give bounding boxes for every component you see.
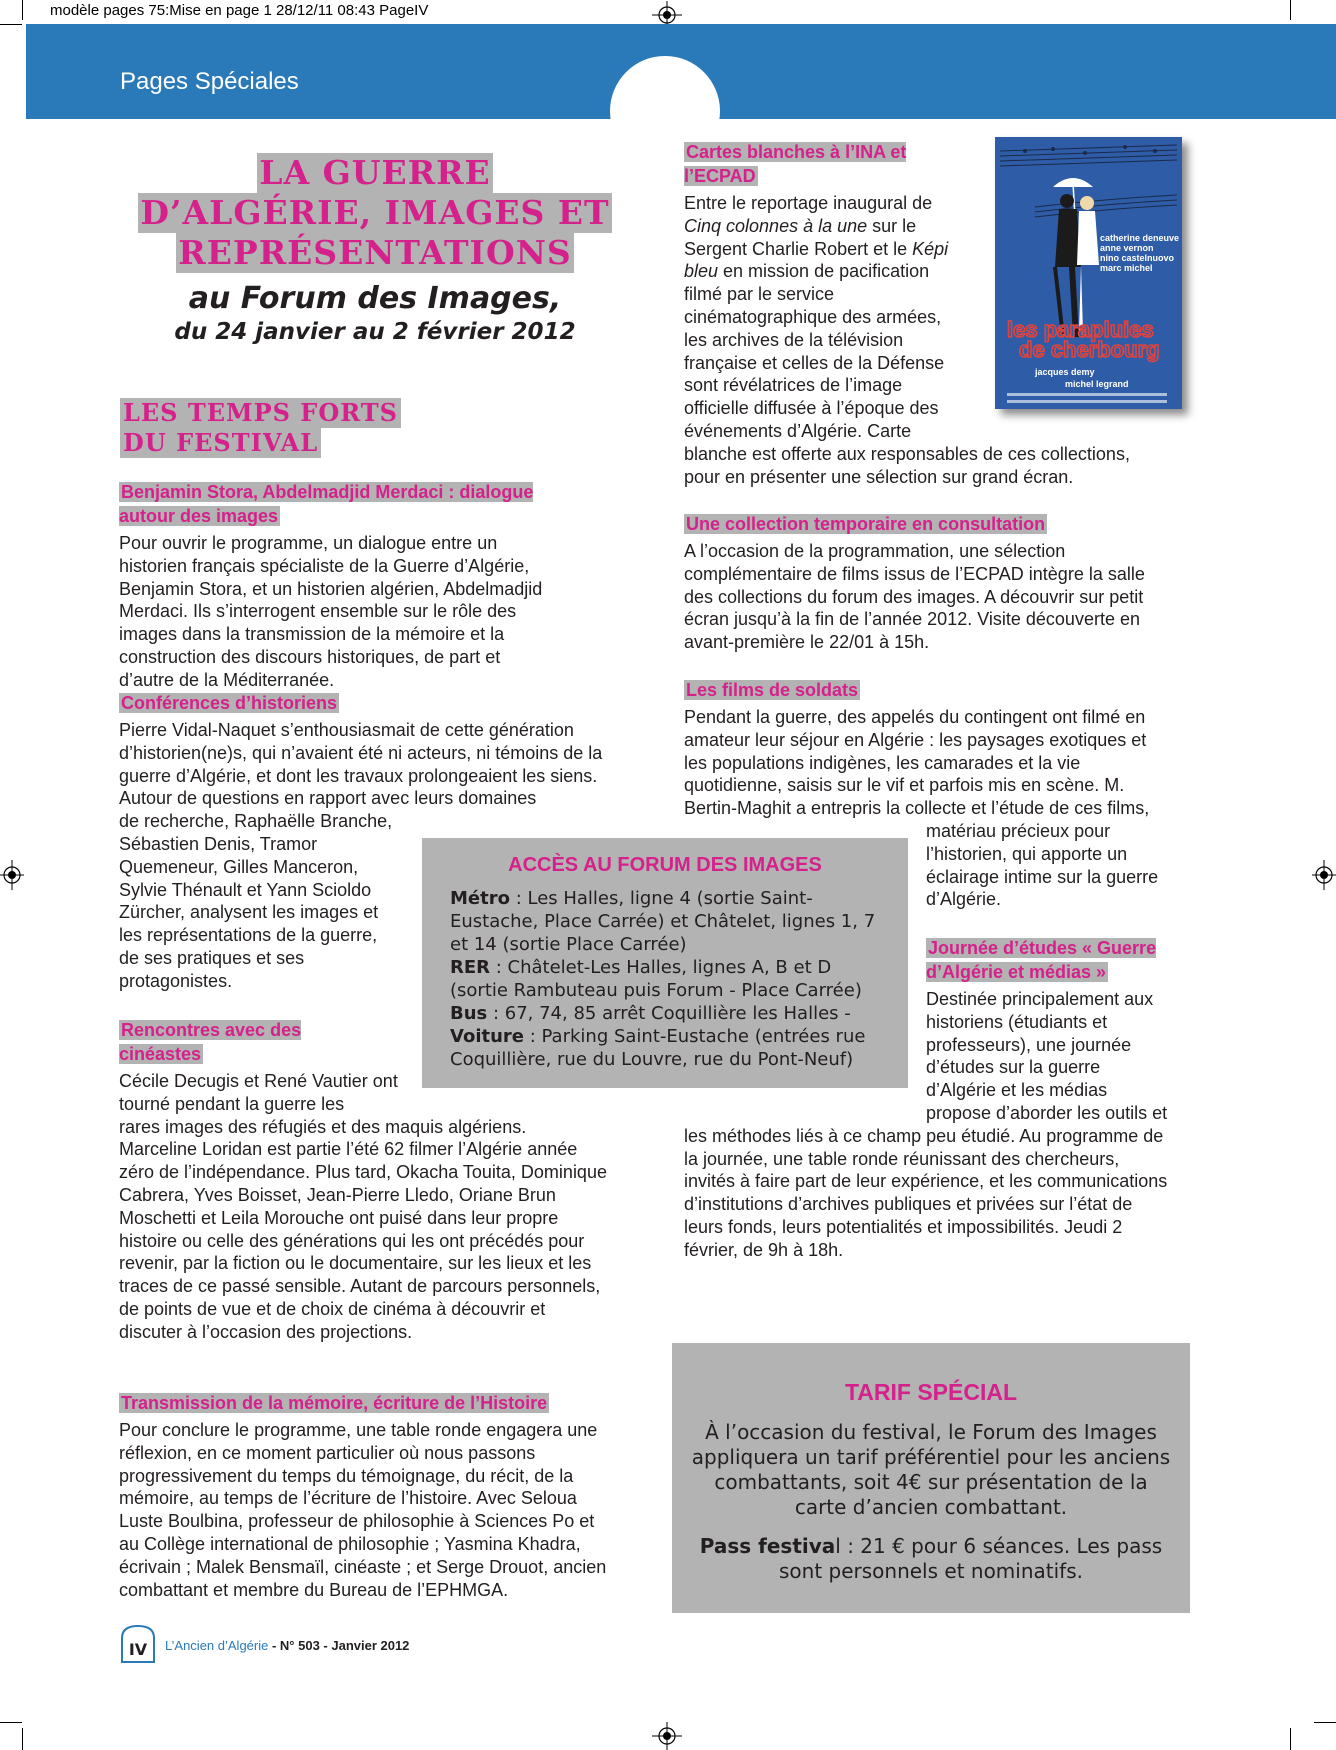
crop-mark bbox=[22, 0, 23, 20]
page-number: IV bbox=[128, 1640, 148, 1659]
section-body: Destinée principalement aux historiens (étudiants et professeurs), une journée d’études sur la guerre d’Algérie et les médias propose d’aborder les outils et bbox=[926, 989, 1168, 1123]
section-title: Conférences d’historiens bbox=[121, 693, 338, 713]
highlights-heading-line: DU FESTIVAL bbox=[120, 428, 321, 458]
access-car: Voiture : Parking Saint-Eustache (entrées rue Coquillière, rue du Louvre, rue du Pont-Neuf) bbox=[450, 1026, 866, 1070]
section-body-continued: les méthodes liés à ce champ peu étudié. Au programme de la journée, une table ronde réunissant des chercheurs, invités à faire part de leur expérience, et les communications d’institutions d’archives publiques et privées sur l’état de leurs fonds, leurs potentialités et impossibilités. Jeudi 2 février, de 9h à 18h. bbox=[684, 1125, 1168, 1260]
section-body: Cécile Decugis et René Vautier ont tourné pendant la guerre les bbox=[119, 1071, 398, 1114]
slug-line: modèle pages 75:Mise en page 1 28/12/11 08:43 PageIV bbox=[50, 2, 429, 19]
section-body-continued: blanche est offerte aux responsables de ces collections, pour en présenter une sélection sur grand écran. bbox=[684, 443, 1130, 487]
access-info-box bbox=[422, 838, 908, 1088]
section-body: Pendant la guerre, des appelés du contingent ont filmé en amateur leur séjour en Algérie : les paysages exotiques et les populations indigènes, les camarades et la vie quotidienne, saisis sur le vif et parfois mis en scène. M. Bertin-Maghit a entrepris la collecte et l’étude de ces films, bbox=[684, 707, 1150, 819]
access-box-title: ACCÈS AU FORUM DES IMAGES bbox=[508, 854, 822, 876]
section-collection bbox=[684, 513, 1174, 654]
magazine-name: L’Ancien d’Algérie bbox=[165, 1638, 269, 1653]
access-bus: Bus : 67, 74, 85 arrêt Coquillière les Halles - bbox=[450, 1003, 851, 1024]
section-body-continued: rares images des réfugiés et des maquis algériens. Marceline Loridan est partie l’été 62 filmer l’Algérie année zéro de l’indépendance. Plus tard, Okacha Touita, Dominique Cabrera, Yves Boisset, Jean-Pierre Lledo, Oriane Brun Moschetti et Leila Morouche ont puisé dans leur propre histoire ou celle des générations qui les ont précédés pour revenir, par la fiction ou le documentaire, sur les lieux et les traces de ce passé sensible. Autant de parcours personnels, de points de vue et de choix de cinéma à découvrir et discuter à l’occasion des projections. bbox=[119, 1116, 607, 1342]
section-stora bbox=[119, 481, 549, 692]
section-transmission bbox=[119, 1392, 619, 1601]
issue-info: - N° 503 - Janvier 2012 bbox=[268, 1638, 410, 1653]
section-body-continued: matériau précieux pour l’historien, qui apporte un éclairage intime sur la guerre d’Algérie. bbox=[926, 820, 1159, 910]
footer-credit bbox=[165, 1638, 409, 1653]
article-title-line: D’ALGÉRIE, IMAGES ET bbox=[140, 193, 610, 232]
poster-cast: anne vernon bbox=[1100, 243, 1154, 253]
section-title: Journée d’études « Guerre d’Algérie et médias » bbox=[926, 938, 1157, 982]
section-body: A l’occasion de la programmation, une sélection complémentaire de films issus de l’ECPAD intègre la salle des collections du forum des images. A découvrir sur petit écran jusqu’à la fin de l’année 2012. Visite découverte en avant-première le 22/01 à 15h. bbox=[684, 541, 1145, 653]
poster-cast: catherine deneuve bbox=[1100, 233, 1180, 243]
section-body: Pierre Vidal-Naquet s’enthousiasmait de cette génération d’historien(ne)s, qui n’avaient été ni acteurs, ni témoins de la guerre d’Algérie, et dont les travaux prolongeaient les siens. Autour de questions en rapport avec leurs domaines bbox=[119, 720, 603, 809]
poster-director: jacques demy bbox=[1035, 367, 1095, 377]
registration-mark-icon bbox=[1312, 858, 1336, 892]
poster-cast: marc michel bbox=[1100, 263, 1153, 273]
article-dates: du 24 janvier au 2 février 2012 bbox=[174, 319, 576, 345]
poster-title: de cherbourg bbox=[1019, 337, 1160, 362]
page-number-shield-icon bbox=[118, 1624, 158, 1664]
tarif-box-text: À l’occasion du festival, le Forum des Images appliquera un tarif préférentiel pour les anciens combattants, soit 4€ sur présentation de la carte d’ancien combattant. bbox=[691, 1420, 1171, 1519]
crop-mark bbox=[1290, 0, 1291, 20]
access-rer: RER : Châtelet-Les Halles, lignes A, B et D (sortie Rambuteau puis Forum - Place Carrée) bbox=[450, 957, 862, 1001]
section-title: Les films de soldats bbox=[686, 680, 859, 700]
access-box-body bbox=[450, 887, 884, 1071]
tarif-box-title: TARIF SPÉCIAL bbox=[844, 1379, 1018, 1405]
article-title-line: LA GUERRE bbox=[259, 153, 491, 192]
crop-mark bbox=[1290, 1728, 1291, 1750]
section-title: Cartes blanches à l’INA et l’ECPAD bbox=[684, 142, 907, 186]
crop-mark bbox=[0, 1722, 22, 1723]
section-body: Pour ouvrir le programme, un dialogue entre un historien français spécialiste de la Guerre d’Algérie, Benjamin Stora, et un historien algérien, Abdelmadjid Merdaci. Ils s’interrogent ensemble sur le rôle des images dans la transmission de la mémoire et la construction des discours historiques, de part et d’autre de la Méditerranée. bbox=[119, 533, 543, 690]
section-title: Rencontres avec des cinéastes bbox=[119, 1020, 302, 1064]
crop-mark bbox=[22, 1728, 23, 1750]
access-metro: Métro : Les Halles, ligne 4 (sortie Saint-Eustache, Place Carrée) et Châtelet, lignes 1, 7 et 14 (sortie Place Carrée) bbox=[450, 888, 876, 955]
movie-poster-image bbox=[995, 137, 1182, 409]
festival-highlights-heading bbox=[120, 398, 401, 458]
crop-mark bbox=[0, 24, 22, 25]
article-title-line: REPRÉSENTATIONS bbox=[178, 233, 572, 272]
article-title-block bbox=[120, 153, 630, 347]
registration-mark-icon bbox=[0, 858, 24, 892]
section-title: Transmission de la mémoire, écriture de l’Histoire bbox=[121, 1393, 548, 1413]
special-rate-box bbox=[672, 1343, 1190, 1613]
section-label: Pages Spéciales bbox=[120, 68, 299, 95]
poster-cast: nino castelnuovo bbox=[1100, 253, 1175, 263]
poster-title: les parapluies bbox=[1007, 317, 1154, 342]
poster-music: michel legrand bbox=[1065, 379, 1129, 389]
section-title: Benjamin Stora, Abdelmadjid Merdaci : dialogue autour des images bbox=[119, 482, 534, 526]
article-subtitle: au Forum des Images, bbox=[188, 281, 562, 316]
section-body: Pour conclure le programme, une table ronde engagera une réflexion, en ce moment particulier où nous passons progressivement du temps du témoignage, du récit, de la mémoire, au temps de l’écriture de l’histoire. Avec Seloua Luste Boulbina, professeur de philosophie à Sciences Po et au Collège international de philosophie ; Yasmina Khadra, écrivain ; Malek Bensmaïl, cinéaste ; et Serge Drouot, ancien combattant et membre du Bureau de l’EPHMGA. bbox=[119, 1420, 607, 1600]
section-body: Entre le reportage inaugural de Cinq colonnes à la une sur le Sergent Charlie Robert et le Képi bleu en mission de pacification filmé par le service cinématographique des armées, les archives de la télévision française et celles de la Défense sont révélatrices de l’image officielle diffusée à l’époque des événements d’Algérie. Carte bbox=[684, 193, 949, 441]
section-body-continued: de recherche, Raphaëlle Branche, Sébastien Denis, Tramor Quemeneur, Gilles Manceron, Sylvie Thénault et Yann Scioldo Zürcher, analysent les images et les représentations de la guerre, de ses pratiques et ses protagonistes. bbox=[119, 811, 393, 991]
tarif-box-pass: Pass festival : 21 € pour 6 séances. Les pass sont personnels et nominatifs. bbox=[699, 1534, 1163, 1583]
section-title: Une collection temporaire en consultation bbox=[686, 514, 1046, 534]
registration-mark-icon bbox=[650, 1722, 684, 1750]
highlights-heading-line: LES TEMPS FORTS bbox=[120, 398, 401, 428]
crop-mark bbox=[1314, 1722, 1336, 1723]
